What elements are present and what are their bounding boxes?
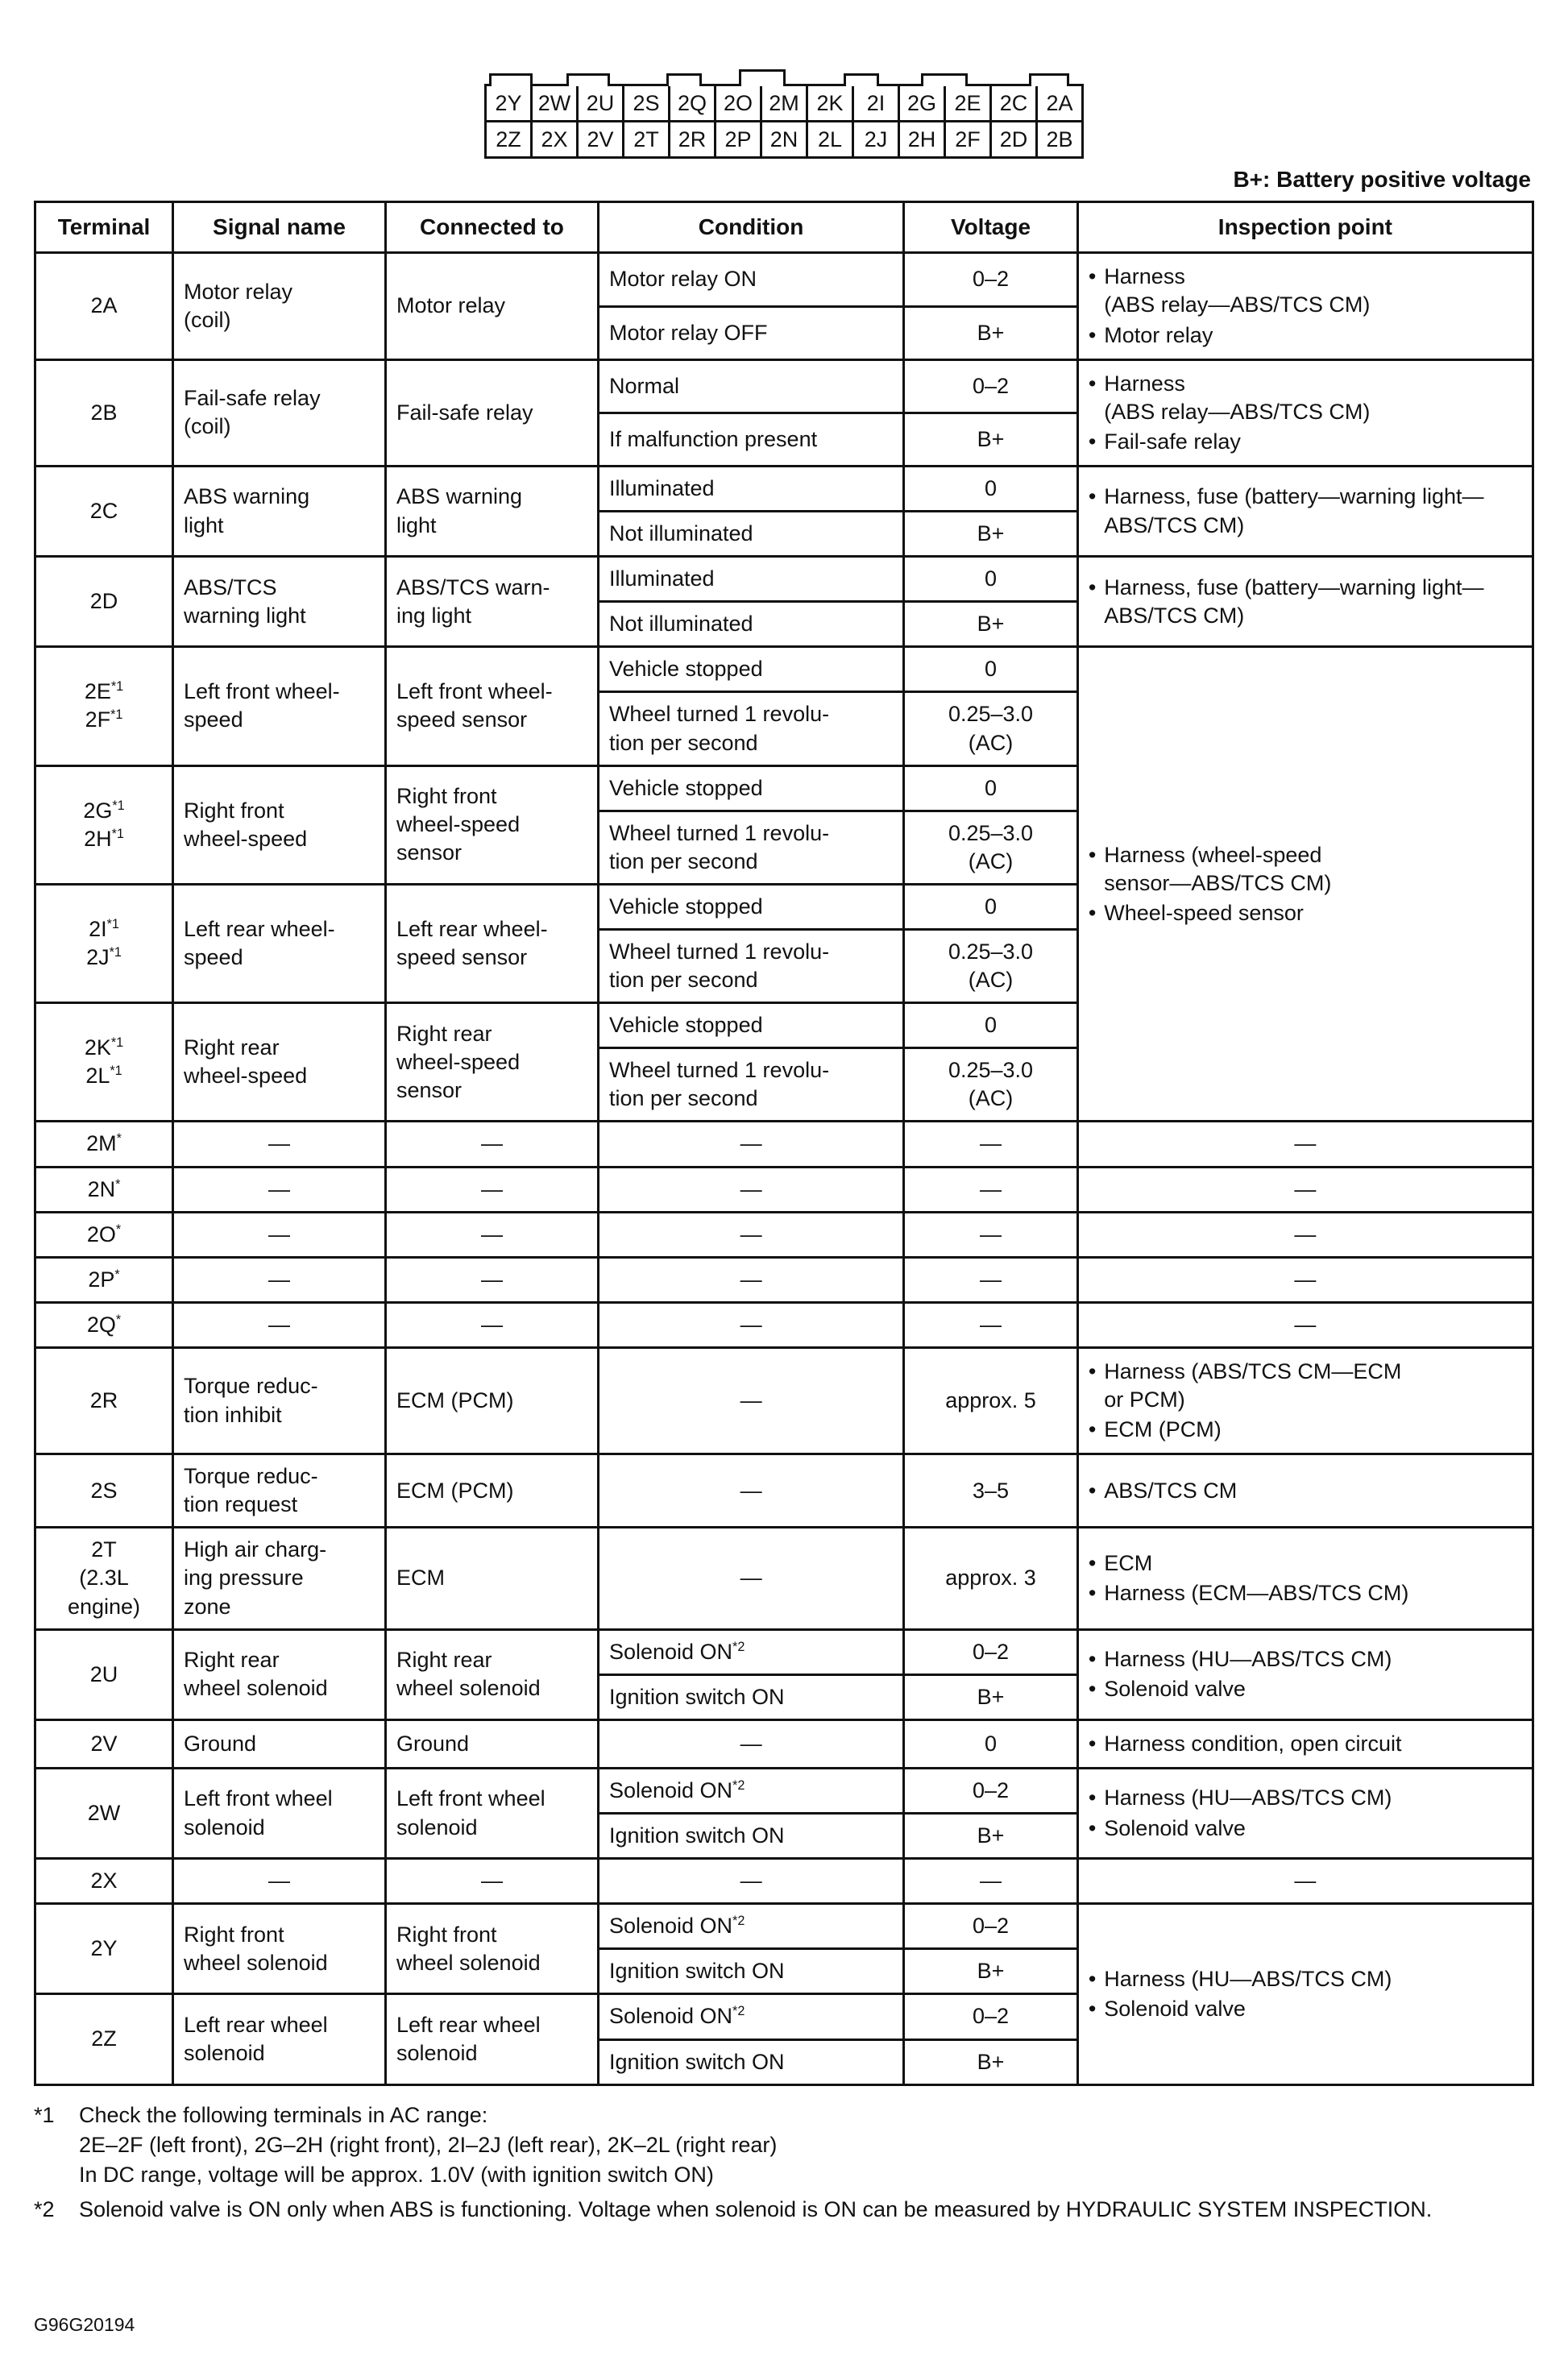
inspection-text: Harness (ECM—ABS/TCS CM): [1104, 1581, 1409, 1606]
pin-2d: 2D: [991, 122, 1037, 158]
voltage-cell: B+: [904, 306, 1078, 359]
bullet-icon: •: [1088, 1786, 1097, 1810]
signal-cell: Torque reduc- tion inhibit: [173, 1347, 386, 1454]
terminal-cell: 2P*: [35, 1257, 173, 1302]
inspection-bullet: [1089, 1477, 1522, 1505]
table-row: [35, 1904, 1533, 1949]
signal-cell: Torque reduc- tion request: [173, 1454, 386, 1528]
connector-pin-grid: [486, 85, 1083, 158]
pin-2g: 2G: [899, 85, 945, 122]
signal-cell: High air charg- ing pressure zone: [173, 1528, 386, 1629]
table-row: [35, 647, 1533, 692]
condition-cell: —: [598, 1167, 903, 1212]
footnote-line: In DC range, voltage will be approx. 1.0V (with ignition switch ON): [79, 2163, 714, 2188]
connected-cell: Right rear wheel-speed sensor: [385, 1003, 598, 1122]
condition-cell: Wheel turned 1 revolu- tion per second: [598, 811, 903, 884]
terminal-table: [34, 201, 1534, 2086]
inspection-text: Solenoid valve: [1104, 1815, 1246, 1840]
signal-cell: Right front wheel solenoid: [173, 1904, 386, 1994]
inspection-text: ECM: [1104, 1550, 1153, 1575]
connector-tab: [666, 73, 702, 86]
pin-2l: 2L: [807, 122, 853, 158]
inspection-cell: —: [1077, 1212, 1533, 1257]
connected-cell: Right rear wheel solenoid: [385, 1629, 598, 1719]
inspection-cell: [1077, 1719, 1533, 1768]
inspection-text: ABS/TCS CM: [1104, 1478, 1238, 1503]
connected-cell: Left rear wheel solenoid: [385, 1994, 598, 2084]
table-row: [35, 1768, 1533, 1813]
terminal-cell: 2N*: [35, 1167, 173, 1212]
signal-cell: Left front wheel solenoid: [173, 1768, 386, 1858]
condition-cell: Wheel turned 1 revolu- tion per second: [598, 929, 903, 1002]
signal-cell: —: [173, 1302, 386, 1347]
voltage-cell: B+: [904, 1949, 1078, 1994]
footnote-2: [34, 2195, 1534, 2225]
terminal-table-body: [35, 253, 1533, 2084]
pin-2u: 2U: [578, 85, 624, 122]
connector-pin-grid-table: [484, 84, 1084, 159]
inspection-bullet: [1089, 1730, 1522, 1758]
connected-cell: —: [385, 1859, 598, 1904]
pin-row: [486, 85, 1083, 122]
signal-cell: —: [173, 1859, 386, 1904]
voltage-cell: B+: [904, 1674, 1078, 1719]
inspection-text: Harness (HU—ABS/TCS CM): [1104, 1647, 1392, 1672]
condition-cell: Illuminated: [598, 557, 903, 602]
connector-tab: [921, 73, 968, 86]
inspection-bullet: [1089, 483, 1522, 539]
terminal-cell: $2G^{*1}$ $2H^{*1}$: [35, 765, 173, 884]
inspection-bullet: [1089, 899, 1522, 927]
bullet-icon: •: [1088, 1996, 1097, 2021]
voltage-cell: 0: [904, 466, 1078, 511]
pin-2o: 2O: [716, 85, 761, 122]
condition-cell: —: [598, 1454, 903, 1528]
bullet-icon: •: [1088, 322, 1097, 347]
table-row: [35, 1719, 1533, 1768]
condition-cell: Vehicle stopped: [598, 647, 903, 692]
voltage-cell: B+: [904, 512, 1078, 557]
voltage-cell: B+: [904, 2039, 1078, 2084]
condition-cell: Solenoid ON$^{*2}$: [598, 1768, 903, 1813]
inspection-bullet: [1089, 1549, 1522, 1578]
terminal-cell: $2K^{*1}$ $2L^{*1}$: [35, 1003, 173, 1122]
voltage-cell: 3–5: [904, 1454, 1078, 1528]
connected-cell: —: [385, 1167, 598, 1212]
bullet-icon: •: [1088, 484, 1097, 509]
connector-tabs: [479, 69, 1089, 84]
terminal-cell: 2A: [35, 253, 173, 359]
terminal-cell: 2S: [35, 1454, 173, 1528]
condition-cell: —: [598, 1257, 903, 1302]
voltage-cell: 0: [904, 884, 1078, 929]
inspection-cell: —: [1077, 1859, 1533, 1904]
condition-cell: Solenoid ON$^{*2}$: [598, 1994, 903, 2039]
signal-cell: Fail-safe relay (coil): [173, 359, 386, 466]
table-row: [35, 557, 1533, 602]
condition-cell: —: [598, 1302, 903, 1347]
condition-cell: Ignition switch ON: [598, 1949, 903, 1994]
table-row: [35, 1347, 1533, 1454]
terminal-cell: 2M*: [35, 1122, 173, 1167]
bullet-icon: •: [1088, 1731, 1097, 1756]
terminal-cell: 2Z: [35, 1994, 173, 2084]
voltage-cell: —: [904, 1212, 1078, 1257]
voltage-cell: approx. 5: [904, 1347, 1078, 1454]
condition-cell: Illuminated: [598, 466, 903, 511]
connected-cell: Ground: [385, 1719, 598, 1768]
voltage-cell: —: [904, 1167, 1078, 1212]
bullet-icon: •: [1088, 429, 1097, 454]
terminal-cell: 2Q*: [35, 1302, 173, 1347]
voltage-cell: 0.25–3.0 (AC): [904, 1048, 1078, 1122]
signal-cell: Left rear wheel solenoid: [173, 1994, 386, 2084]
inspection-text: Motor relay: [1104, 322, 1213, 347]
table-row: [35, 1859, 1533, 1904]
terminal-cell: 2R: [35, 1347, 173, 1454]
table-row: [35, 359, 1533, 413]
connector-tab: [566, 73, 610, 86]
condition-cell: Normal: [598, 359, 903, 413]
connected-cell: ABS warning light: [385, 466, 598, 556]
signal-cell: —: [173, 1167, 386, 1212]
table-row: [35, 1302, 1533, 1347]
signal-cell: Right front wheel-speed: [173, 765, 386, 884]
terminal-cell: 2X: [35, 1859, 173, 1904]
inspection-text: Wheel-speed sensor: [1104, 900, 1304, 925]
terminal-cell: 2O*: [35, 1212, 173, 1257]
bullet-icon: •: [1088, 1550, 1097, 1575]
pin-2j: 2J: [853, 122, 899, 158]
header-row: [35, 202, 1533, 253]
voltage-cell: 0.25–3.0 (AC): [904, 811, 1078, 884]
connected-cell: ECM (PCM): [385, 1454, 598, 1528]
signal-cell: Left front wheel- speed: [173, 647, 386, 765]
inspection-bullet: [1089, 841, 1522, 898]
pin-2p: 2P: [716, 122, 761, 158]
inspection-cell: [1077, 1629, 1533, 1719]
condition-cell: Motor relay ON: [598, 253, 903, 306]
inspection-text: Harness (HU—ABS/TCS CM): [1104, 1786, 1392, 1810]
connected-cell: Left rear wheel- speed sensor: [385, 884, 598, 1002]
header-inspection: Inspection point: [1077, 202, 1533, 253]
terminal-cell: 2T (2.3L engine): [35, 1528, 173, 1629]
signal-cell: Ground: [173, 1719, 386, 1768]
table-row: [35, 1212, 1533, 1257]
inspection-bullet: [1089, 1784, 1522, 1812]
terminal-cell: 2B: [35, 359, 173, 466]
table-row: [35, 1257, 1533, 1302]
voltage-cell: 0–2: [904, 1629, 1078, 1674]
pin-2q: 2Q: [670, 85, 716, 122]
pin-2z: 2Z: [486, 122, 532, 158]
bullet-icon: •: [1088, 1966, 1097, 1991]
voltage-cell: approx. 3: [904, 1528, 1078, 1629]
pin-2n: 2N: [761, 122, 807, 158]
terminal-cell: 2W: [35, 1768, 173, 1858]
voltage-cell: 0.25–3.0 (AC): [904, 929, 1078, 1002]
condition-cell: Wheel turned 1 revolu- tion per second: [598, 692, 903, 765]
inspection-bullet: [1089, 1965, 1522, 1993]
connector-tab: [489, 73, 533, 86]
inspection-text: Harness (HU—ABS/TCS CM): [1104, 1966, 1392, 1991]
voltage-cell: 0: [904, 765, 1078, 811]
header-voltage: Voltage: [904, 202, 1078, 253]
inspection-bullet: [1089, 574, 1522, 630]
condition-cell: —: [598, 1212, 903, 1257]
voltage-cell: 0–2: [904, 1994, 1078, 2039]
inspection-cell: [1077, 1347, 1533, 1454]
signal-cell: —: [173, 1257, 386, 1302]
connected-cell: Fail-safe relay: [385, 359, 598, 466]
inspection-bullet: [1089, 1815, 1522, 1843]
inspection-bullet: [1089, 1358, 1522, 1414]
pin-2m: 2M: [761, 85, 807, 122]
header-signal: Signal name: [173, 202, 386, 253]
table-row: [35, 1122, 1533, 1167]
voltage-cell: —: [904, 1302, 1078, 1347]
inspection-cell: —: [1077, 1302, 1533, 1347]
table-row: [35, 466, 1533, 511]
condition-cell: If malfunction present: [598, 413, 903, 466]
condition-cell: Not illuminated: [598, 512, 903, 557]
pin-2x: 2X: [532, 122, 578, 158]
bullet-icon: •: [1088, 1478, 1097, 1503]
footnote-marker: *2: [34, 2197, 55, 2222]
table-header: [35, 202, 1533, 253]
terminal-cell: 2C: [35, 466, 173, 556]
inspection-cell: —: [1077, 1122, 1533, 1167]
signal-cell: —: [173, 1122, 386, 1167]
signal-cell: Motor relay (coil): [173, 253, 386, 359]
footnote-1: [34, 2101, 1534, 2191]
pin-2a: 2A: [1037, 85, 1083, 122]
inspection-bullet: [1089, 1579, 1522, 1607]
condition-cell: Ignition switch ON: [598, 1814, 903, 1859]
voltage-cell: 0–2: [904, 1768, 1078, 1813]
pin-2i: 2I: [853, 85, 899, 122]
inspection-text: Harness (wheel-speed sensor—ABS/TCS CM): [1104, 842, 1332, 895]
connected-cell: —: [385, 1302, 598, 1347]
bullet-icon: •: [1088, 900, 1097, 925]
condition-cell: Vehicle stopped: [598, 884, 903, 929]
signal-cell: —: [173, 1212, 386, 1257]
connected-cell: ABS/TCS warn- ing light: [385, 557, 598, 647]
pin-2y: 2Y: [486, 85, 532, 122]
pin-2s: 2S: [624, 85, 670, 122]
inspection-bullet: [1089, 263, 1522, 319]
pin-2e: 2E: [945, 85, 991, 122]
condition-cell: Solenoid ON$^{*2}$: [598, 1629, 903, 1674]
condition-cell: —: [598, 1528, 903, 1629]
figure-code: G96G20194: [34, 2313, 135, 2335]
pin-2t: 2T: [624, 122, 670, 158]
pin-2h: 2H: [899, 122, 945, 158]
table-row: [35, 253, 1533, 306]
signal-cell: Right rear wheel-speed: [173, 1003, 386, 1122]
bullet-icon: •: [1088, 1815, 1097, 1840]
footnote-line: 2E–2F (left front), 2G–2H (right front), 2I–2J (left rear), 2K–2L (right rear): [79, 2132, 778, 2157]
footnote-text: [79, 2101, 1534, 2191]
inspection-cell: [1077, 466, 1533, 556]
inspection-cell: —: [1077, 1167, 1533, 1212]
signal-cell: ABS warning light: [173, 466, 386, 556]
inspection-cell: [1077, 1528, 1533, 1629]
connected-cell: —: [385, 1212, 598, 1257]
pin-2v: 2V: [578, 122, 624, 158]
pin-2f: 2F: [945, 122, 991, 158]
inspection-text: Harness (ABS/TCS CM—ECM or PCM): [1104, 1358, 1402, 1412]
footnote-line: Check the following terminals in AC range:: [79, 2102, 488, 2127]
condition-cell: Solenoid ON$^{*2}$: [598, 1904, 903, 1949]
connected-cell: —: [385, 1257, 598, 1302]
pin-2r: 2R: [670, 122, 716, 158]
table-row: [35, 1454, 1533, 1528]
battery-voltage-legend: B+: Battery positive voltage: [1233, 167, 1531, 192]
condition-cell: Vehicle stopped: [598, 765, 903, 811]
bullet-icon: •: [1088, 371, 1097, 396]
voltage-cell: B+: [904, 413, 1078, 466]
connector-tab: [739, 69, 786, 86]
condition-cell: Not illuminated: [598, 602, 903, 647]
voltage-cell: 0–2: [904, 359, 1078, 413]
pin-row: [486, 122, 1083, 158]
terminal-cell: $2E^{*1}$ $2F^{*1}$: [35, 647, 173, 765]
inspection-cell: [1077, 1904, 1533, 2084]
pin-2k: 2K: [807, 85, 853, 122]
inspection-bullet: [1089, 1995, 1522, 2023]
table-row: [35, 1167, 1533, 1212]
connector-tab: [1029, 73, 1069, 86]
bullet-icon: •: [1088, 1417, 1097, 1442]
table-row: [35, 1528, 1533, 1629]
footnote-text: [79, 2195, 1534, 2225]
terminal-cell: 2Y: [35, 1904, 173, 1994]
inspection-text: ECM (PCM): [1104, 1417, 1222, 1442]
condition-cell: Ignition switch ON: [598, 1674, 903, 1719]
connected-cell: Motor relay: [385, 253, 598, 359]
connected-cell: Right front wheel solenoid: [385, 1904, 598, 1994]
connected-cell: ECM: [385, 1528, 598, 1629]
inspection-bullet: [1089, 370, 1522, 426]
footnote-marker: *1: [34, 2102, 55, 2127]
condition-cell: Motor relay OFF: [598, 306, 903, 359]
connected-cell: —: [385, 1122, 598, 1167]
pin-2c: 2C: [991, 85, 1037, 122]
voltage-cell: 0: [904, 647, 1078, 692]
voltage-cell: —: [904, 1859, 1078, 1904]
bullet-icon: •: [1088, 1581, 1097, 1606]
voltage-cell: 0: [904, 1003, 1078, 1048]
bullet-icon: •: [1088, 1677, 1097, 1702]
bullet-icon: •: [1088, 1358, 1097, 1383]
connected-cell: Left front wheel solenoid: [385, 1768, 598, 1858]
inspection-bullet: [1089, 1416, 1522, 1444]
voltage-cell: —: [904, 1122, 1078, 1167]
terminal-cell: 2U: [35, 1629, 173, 1719]
voltage-cell: B+: [904, 602, 1078, 647]
bullet-icon: •: [1088, 842, 1097, 867]
inspection-cell: —: [1077, 1257, 1533, 1302]
pin-2w: 2W: [532, 85, 578, 122]
voltage-cell: 0: [904, 557, 1078, 602]
bullet-icon: •: [1088, 264, 1097, 289]
inspection-text: Solenoid valve: [1104, 1677, 1246, 1702]
inspection-bullet: [1089, 321, 1522, 350]
signal-cell: Left rear wheel- speed: [173, 884, 386, 1002]
header-connected: Connected to: [385, 202, 598, 253]
condition-cell: Wheel turned 1 revolu- tion per second: [598, 1048, 903, 1122]
condition-cell: Ignition switch ON: [598, 2039, 903, 2084]
inspection-cell: [1077, 1768, 1533, 1858]
signal-cell: Right rear wheel solenoid: [173, 1629, 386, 1719]
terminal-cell: 2V: [35, 1719, 173, 1768]
connector-tab: [844, 73, 879, 86]
voltage-cell: 0–2: [904, 253, 1078, 306]
inspection-text: Harness (ABS relay—ABS/TCS CM): [1104, 264, 1371, 317]
signal-cell: ABS/TCS warning light: [173, 557, 386, 647]
connected-cell: Left front wheel- speed sensor: [385, 647, 598, 765]
terminal-cell: $2I^{*1}$ $2J^{*1}$: [35, 884, 173, 1002]
inspection-cell: [1077, 253, 1533, 359]
condition-cell: —: [598, 1347, 903, 1454]
voltage-cell: 0–2: [904, 1904, 1078, 1949]
inspection-text: Harness (ABS relay—ABS/TCS CM): [1104, 371, 1371, 424]
inspection-text: Harness condition, open circuit: [1104, 1731, 1402, 1756]
bullet-icon: •: [1088, 574, 1097, 599]
voltage-cell: 0.25–3.0 (AC): [904, 692, 1078, 765]
inspection-text: Harness, fuse (battery—warning light—ABS/TCS CM): [1104, 574, 1484, 628]
bullet-icon: •: [1088, 1647, 1097, 1672]
inspection-text: Harness, fuse (battery—warning light—ABS/TCS CM): [1104, 484, 1484, 537]
condition-cell: Vehicle stopped: [598, 1003, 903, 1048]
footnotes: [34, 2101, 1534, 2225]
header-condition: Condition: [598, 202, 903, 253]
pin-2b: 2B: [1037, 122, 1083, 158]
inspection-cell: [1077, 1454, 1533, 1528]
table-row: [35, 1629, 1533, 1674]
voltage-cell: 0: [904, 1719, 1078, 1768]
inspection-cell: [1077, 557, 1533, 647]
inspection-bullet: [1089, 1645, 1522, 1674]
voltage-cell: —: [904, 1257, 1078, 1302]
terminal-cell: 2D: [35, 557, 173, 647]
connected-cell: ECM (PCM): [385, 1347, 598, 1454]
connector-diagram: [479, 55, 1089, 159]
condition-cell: —: [598, 1122, 903, 1167]
inspection-text: Solenoid valve: [1104, 1996, 1246, 2021]
inspection-cell: [1077, 647, 1533, 1122]
inspection-cell: [1077, 359, 1533, 466]
header-terminal: Terminal: [35, 202, 173, 253]
condition-cell: —: [598, 1719, 903, 1768]
inspection-bullet: [1089, 428, 1522, 456]
connected-cell: Right front wheel-speed sensor: [385, 765, 598, 884]
inspection-text: Fail-safe relay: [1104, 429, 1241, 454]
inspection-bullet: [1089, 1675, 1522, 1703]
condition-cell: —: [598, 1859, 903, 1904]
footnote-line: Solenoid valve is ON only when ABS is functioning. Voltage when solenoid is ON can be measured by HYDRAULIC SYSTEM INSPECTION.: [79, 2197, 1433, 2222]
voltage-cell: B+: [904, 1814, 1078, 1859]
